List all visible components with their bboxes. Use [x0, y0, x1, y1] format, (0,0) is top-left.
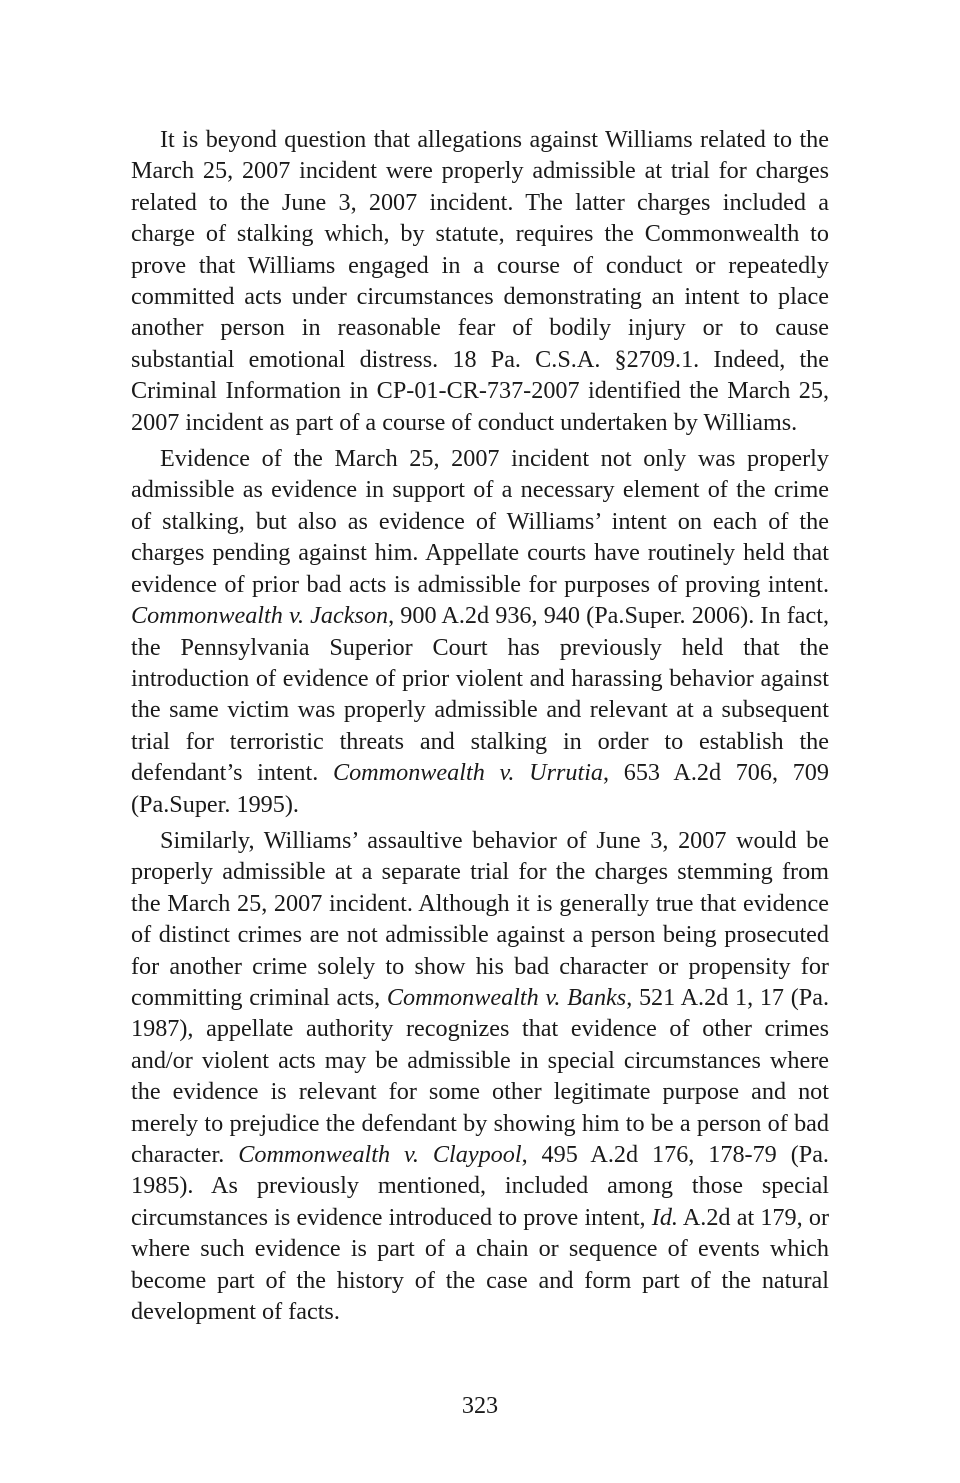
paragraph-text: It is beyond question that allegations against Williams related to the March 25, 2007 incident were properly admissible at trial for charges related to the June 3, 2007 incident. The latter charges included a charge of stalking which, by statute, requires the Commonwealth to prove that Williams engaged in a course of conduct or repeatedly committed acts under circumstances demonstrating an intent to place another person in reasonable fear of bodily injury or to cause substantial emotional distress. 18 Pa. C.S.A. §2709.1. Indeed, the Criminal Information in CP-01-CR-737-2007 identified the March 25, 2007 incident as part of a course of conduct undertaken by Williams.: [131, 126, 829, 436]
paragraph-text: Evidence of the March 25, 2007 incident not only was properly admissible as evidence in support of a necessary element of the crime of stalking, but also as evidence of Williams’ intent on each of the charges pending against him. Appellate courts have routinely held that evidence of prior bad acts is admissible for purposes of proving intent.: [131, 445, 829, 598]
case-citation-claypool: Commonwealth v. Claypool: [238, 1141, 522, 1168]
paragraph-stalking-admissibility: [131, 124, 829, 438]
paragraph-separate-trial: [131, 825, 829, 1328]
case-citation-banks: Commonwealth v. Banks: [386, 983, 627, 1011]
page-number: 323: [461, 1392, 499, 1419]
case-citation-urrutia: Commonwealth v. Urrutia: [332, 759, 604, 787]
case-citation-jackson: Commonwealth v. Jackson: [131, 602, 389, 630]
paragraph-text: , 653 A.2d 706, 709 (Pa.Super. 1995).: [131, 759, 829, 818]
paragraph-intent-evidence: [131, 443, 829, 820]
paragraph-text: A.2d at 179, or where such evidence is part of a chain or sequence of events which become part of the history of the case and form part of the natural development of facts.: [131, 1203, 829, 1326]
document-page: [131, 124, 829, 1327]
paragraph-text: , 900 A.2d 936, 940 (Pa.Super. 2006). In fact, the Pennsylvania Superior Court has previously held that the introduction of evidence of prior violent and harassing behavior against the same victim was properly admissible and relevant at a subsequent trial for terroristic threats and stalking in order to establish the defendant’s intent.: [131, 602, 830, 787]
paragraph-text: , 521 A.2d 1, 17 (Pa. 1987), appellate authority recognizes that evidence of other crimes and/or violent acts may be admissible in special circumstances where the evidence is relevant for some other legitimate purpose and not merely to prejudice the defendant by showing him to be a person of bad character.: [131, 983, 829, 1168]
case-citation-id: Id.: [651, 1203, 678, 1231]
paragraph-text: Similarly, Williams’ assaultive behavior of June 3, 2007 would be properly admissible at a separate trial for the charges stemming from the March 25, 2007 incident. Although it is generally true that evidence of distinct crimes are not admissible against a person being prosecuted for another crime solely to show his bad character or propensity for committing criminal acts,: [131, 826, 829, 1011]
paragraph-text: , 495 A.2d 176, 178-79 (Pa. 1985). As previously mentioned, included among those special circumstances is evidence introduced to prove intent,: [131, 1141, 829, 1231]
